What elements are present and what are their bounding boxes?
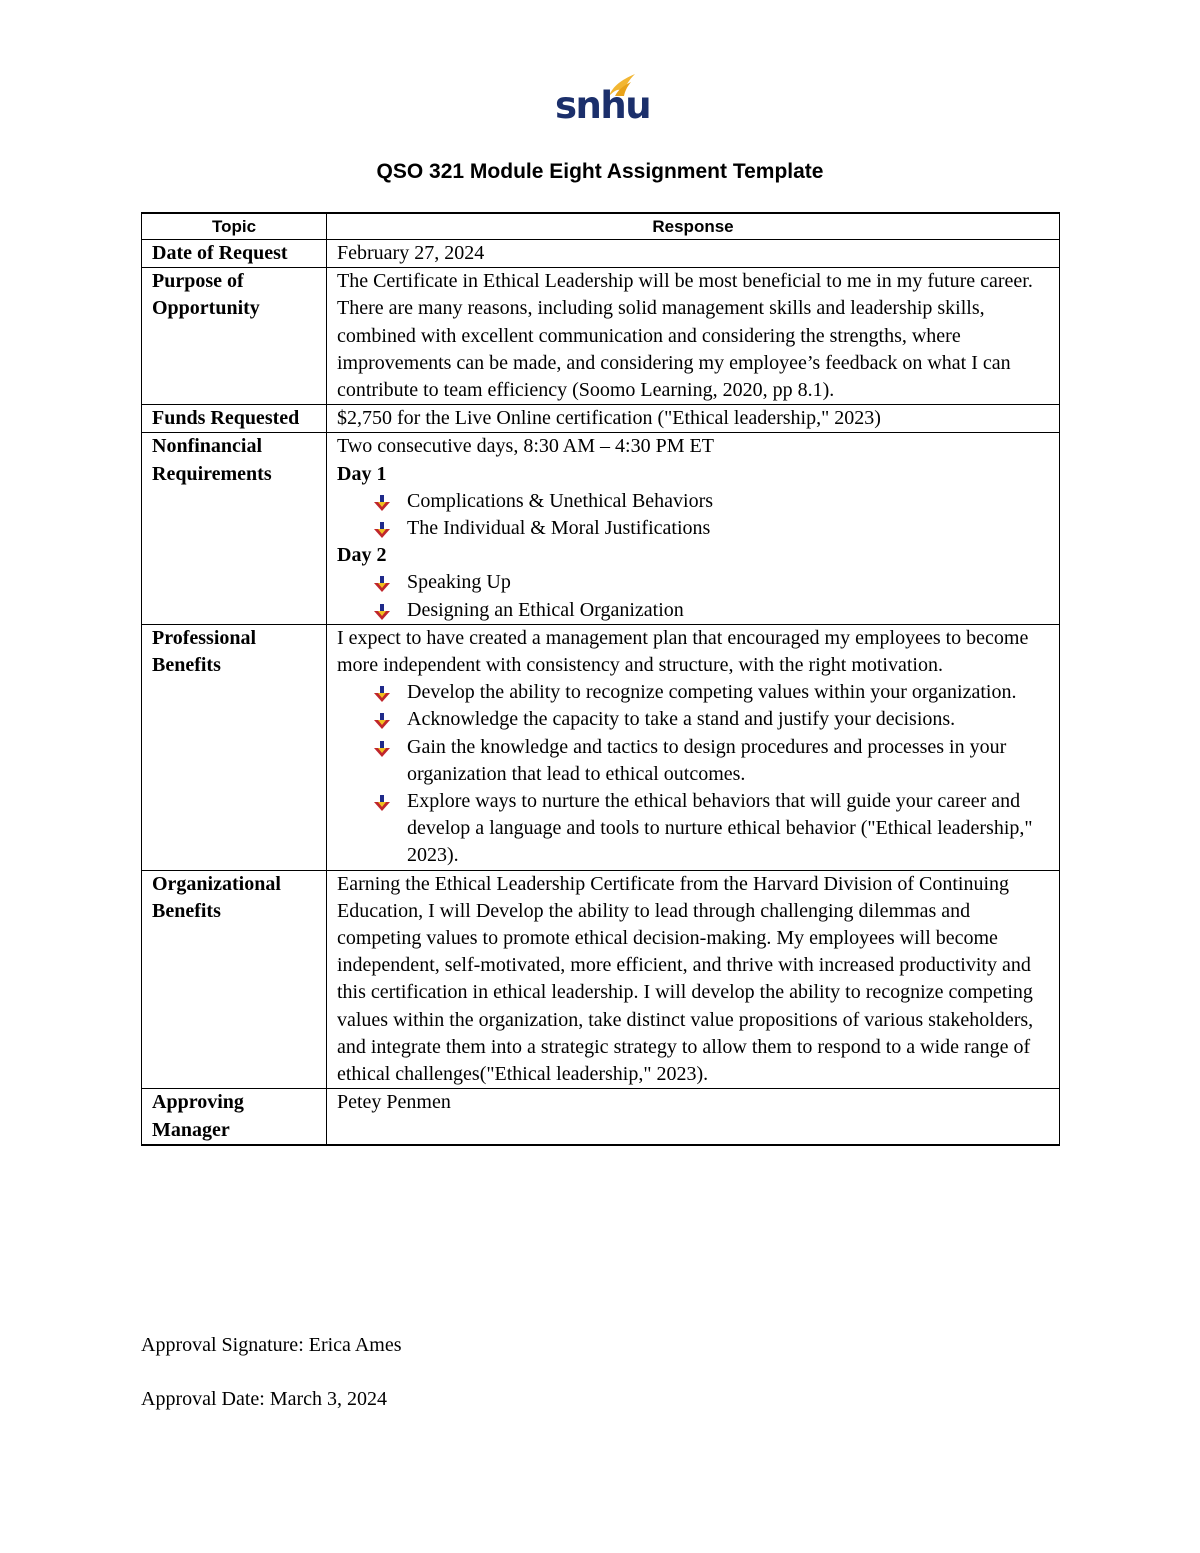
table-row-funds [142, 405, 1060, 433]
assignment-table [141, 212, 1060, 1146]
topic-cell: Nonfinancial Requirements [142, 433, 327, 624]
day1-list [337, 488, 1049, 542]
arrow-bullet-icon [373, 494, 391, 512]
table-row-organizational [142, 870, 1060, 1089]
response-cell: Petey Penmen [327, 1089, 1060, 1145]
arrow-bullet-icon [373, 603, 391, 621]
arrow-bullet-icon [373, 712, 391, 730]
list-item: Gain the knowledge and tactics to design procedures and processes in your organization that lead to ethical outcomes. [407, 734, 1049, 788]
list-item: Acknowledge the capacity to take a stand and justify your decisions. [407, 706, 1049, 733]
snhu-logo [555, 72, 651, 132]
list-item: Complications & Unethical Behaviors [407, 488, 1049, 515]
response-cell [327, 433, 1060, 624]
document-title: QSO 321 Module Eight Assignment Template [376, 160, 824, 183]
list-item: Designing an Ethical Organization [407, 597, 1049, 624]
approval-signature: Approval Signature: Erica Ames [141, 1334, 402, 1356]
response-cell: Earning the Ethical Leadership Certificate from the Harvard Division of Continuing Education, I will Develop the ability to lead through challenging dilemmas and competing values to promote ethical decision-making. My employees will become independent, self-motivated, more efficient, and thrive with increased productivity and this certification in ethical leadership. I will develop the ability to recognize competing values within the organization, take distinct value propositions of various stakeholders, and integrate them into a strategic strategy to allow them to respond to a wide range of ethical challenges("Ethical leadership," 2023). [327, 870, 1060, 1089]
day2-list [337, 569, 1049, 623]
list-item: The Individual & Moral Justifications [407, 515, 1049, 542]
topic-cell: Approving Manager [142, 1089, 327, 1145]
response-cell [327, 624, 1060, 870]
day1-label: Day 1 [337, 462, 387, 485]
day2-label: Day 2 [337, 544, 387, 567]
response-column-header: Response [327, 213, 1060, 240]
approval-date: Approval Date: March 3, 2024 [141, 1388, 388, 1410]
logo-wordmark: snhu [555, 84, 651, 127]
professional-list [337, 679, 1049, 869]
response-cell: $2,750 for the Live Online certification ("Ethical leadership," 2023) [327, 405, 1060, 433]
list-item: Explore ways to nurture the ethical behaviors that will guide your career and develop a language and tools to nurture ethical behavior ("Ethical leadership," 2023). [407, 788, 1049, 870]
topic-cell: Purpose of Opportunity [142, 268, 327, 405]
table-row-purpose [142, 268, 1060, 405]
arrow-bullet-icon [373, 740, 391, 758]
topic-cell: Professional Benefits [142, 624, 327, 870]
topic-cell: Funds Requested [142, 405, 327, 433]
topic-column-header: Topic [142, 213, 327, 240]
table-header-row [142, 213, 1060, 240]
topic-cell: Date of Request [142, 240, 327, 268]
arrow-bullet-icon [373, 685, 391, 703]
list-item: Develop the ability to recognize competing values within your organization. [407, 679, 1049, 706]
topic-cell: Organizational Benefits [142, 870, 327, 1089]
professional-intro: I expect to have created a management plan that encouraged my employees to become more independent with consistency and structure, with the right motivation. [337, 626, 1029, 677]
response-cell: February 27, 2024 [327, 240, 1060, 268]
arrow-bullet-icon [373, 521, 391, 539]
arrow-bullet-icon [373, 794, 391, 812]
response-cell: The Certificate in Ethical Leadership will be most beneficial to me in my future career. There are many reasons, including solid management skills and leadership skills, combined with excellent communication and considering the strengths, where improvements can be made, and considering my employee’s feedback on what I can contribute to team efficiency (Soomo Learning, 2020, pp 8.1). [327, 268, 1060, 405]
table-row-nonfinancial [142, 433, 1060, 624]
table-row-approving [142, 1089, 1060, 1145]
list-item: Speaking Up [407, 569, 1049, 596]
nonfinancial-intro: Two consecutive days, 8:30 AM – 4:30 PM ET [337, 435, 714, 458]
arrow-bullet-icon [373, 575, 391, 593]
table-row-date [142, 240, 1060, 268]
table-row-professional [142, 624, 1060, 870]
